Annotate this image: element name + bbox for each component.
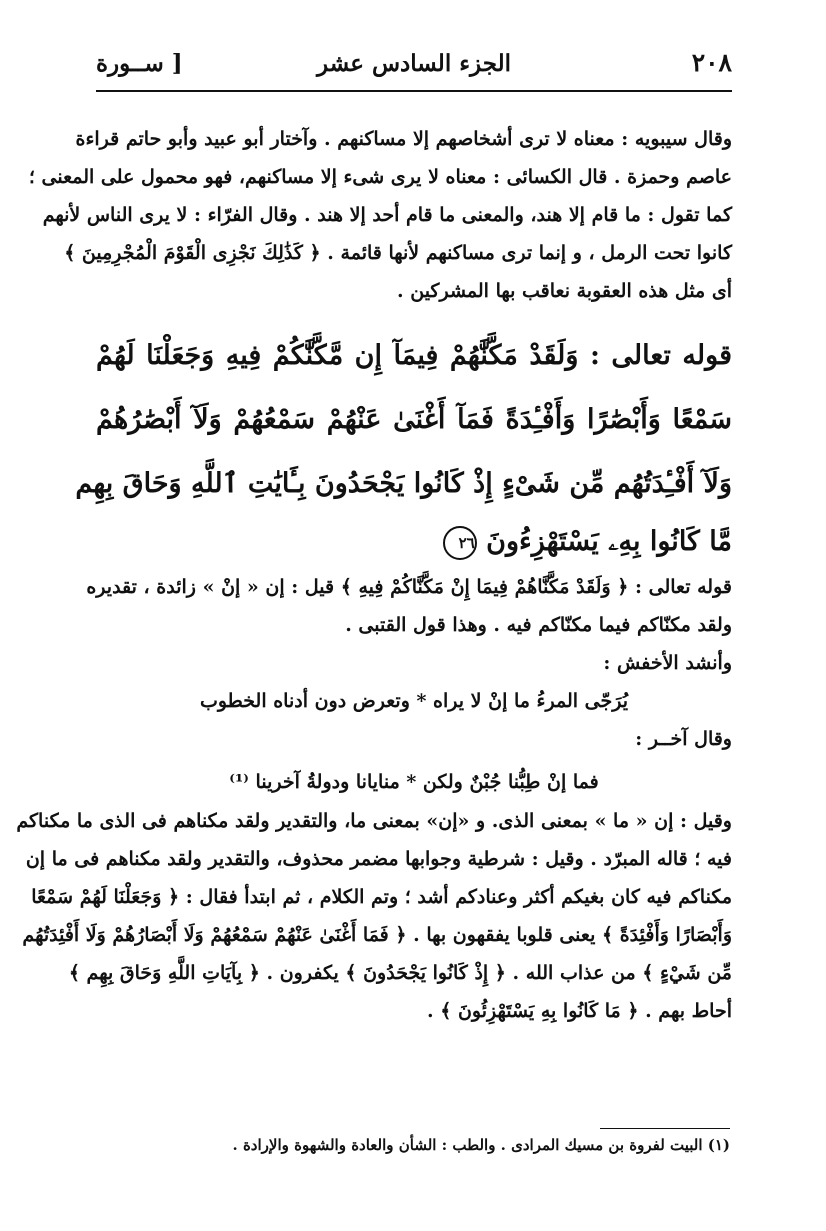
surah-label: [ ســورة (96, 50, 183, 77)
text-line: ولقد مكنّاكم فيما مكنّاكم فيه . وهذا قول القتبى . (345, 614, 732, 636)
quran-line: سَمْعًا وَأَبْصَٰرًا وَأَفْـِٔدَةً فَمَآ أَغْنَىٰ عَنْهُمْ سَمْعُهُمْ وَلَآ أَبْصَٰرُهُمْ (96, 404, 732, 435)
text-line: وَأَبْصَارًا وَأَفْئِدَةً ﴾ يعنى قلوبا يفقهون بها . ﴿ فَمَا أَغْنَىٰ عَنْهُمْ سَمْعُهُمْ وَلَا أَبْصَارُهُمْ وَلَا أَفْئِدَتُهُم (22, 924, 732, 946)
running-title: الجزء السادس عشر (317, 50, 511, 77)
text-line: وأنشد الأخفش : (603, 652, 732, 674)
quran-line: قوله تعالى : وَلَقَدْ مَكَّنَّٰهُمْ فِيمَآ إِن مَّكَّنَّٰكُمْ فِيهِ وَجَعَلْنَا لَهُمْ (96, 340, 732, 371)
text-line: مكناكم فيه كان بغيكم أكثر وعنادكم أشد ؛ وتم الكلام ، ثم ابتدأ فقال : ﴿ وَجَعَلْنَا لَهُمْ سَمْعًا (31, 886, 732, 908)
text-line: وقال سيبويه : معناه لا ترى أشخاصهم إلا مساكنهم . وآختار أبو عبيد وأبو حاتم قراءة (75, 128, 732, 150)
text-line: كانوا تحت الرمل ، و إنما ترى مساكنهم لأنها قائمة . ﴿ كَذَٰلِكَ نَجْزِى الْقَوْمَ الْمُجْرِمِينَ ﴾ (64, 242, 732, 264)
verse-number-mark: ٢٦ (443, 526, 477, 560)
text-line: مِّن شَيْءٍ ﴾ من عذاب الله . ﴿ إِذْ كَانُوا يَجْحَدُونَ ﴾ يكفرون . ﴿ بِآيَاتِ اللَّهِ وَحَاقَ بِهِم ﴾ (68, 962, 732, 984)
footnote-rule (600, 1128, 730, 1129)
quran-line-last (96, 516, 732, 568)
text-line: كما تقول : ما قام إلا هند، والمعنى ما قام أحد إلا هند . وقال الفرّاء : لا يرى الناس لأنهم (42, 204, 732, 226)
text-line: وقال آخــر : (635, 728, 732, 750)
poetry-verse: فما إنْ طِبُّنا جُبْنٌ ولكن * منايانا ودولةُ آخرينا ⁽¹⁾ (229, 771, 599, 793)
text-line: قوله تعالى : ﴿ وَلَقَدْ مَكَّنَّاهُمْ فِيمَا إِنْ مَكَّنَّاكُمْ فِيهِ ﴾ قيل : إن « إنْ » زائدة ، تقديره (86, 576, 732, 598)
text-line: فيه ؛ قاله المبرّد . وقيل : شرطية وجوابها مضمر محذوف، والتقدير ولقد مكناهم فى ما إن (25, 848, 732, 870)
text-line: وقيل : إن « ما » بمعنى الذى. و «إن» بمعنى ما، والتقدير ولقد مكناهم فى الذى ما مكناكم (16, 810, 732, 832)
text-line: أى مثل هذه العقوبة نعاقب بها المشركين . (397, 280, 732, 302)
footnote: (١) البيت لفروة بن مسيك المرادى . والطب : الشأن والعادة والشهوة والإرادة . (232, 1136, 730, 1154)
body-text (16, 120, 732, 1030)
page-number: ٢٠٨ (691, 48, 732, 77)
quran-line: وَلَآ أَفْـِٔدَتُهُم مِّن شَىْءٍ إِذْ كَانُوا يَجْحَدُونَ بِـَٔايَٰتِ ٱللَّهِ وَحَاقَ بِهِم (75, 468, 732, 499)
text-line: أحاط بهم . ﴿ مَا كَانُوا بِهِ يَسْتَهْزِئُونَ ﴾ . (426, 1000, 732, 1022)
poetry-verse: يُرَجّى المرءُ ما إنْ لا يراه * وتعرض دون أدناه الخطوب (199, 690, 628, 712)
page-header (96, 48, 732, 88)
text-line: عاصم وحمزة . قال الكسائى : معناه لا يرى شىء إلا مساكنهم، فهو محمول على المعنى ؛ (28, 166, 732, 188)
header-rule (96, 90, 732, 92)
quran-line: مَّا كَانُوا بِهِۦ يَسْتَهْزِءُونَ (486, 526, 732, 557)
